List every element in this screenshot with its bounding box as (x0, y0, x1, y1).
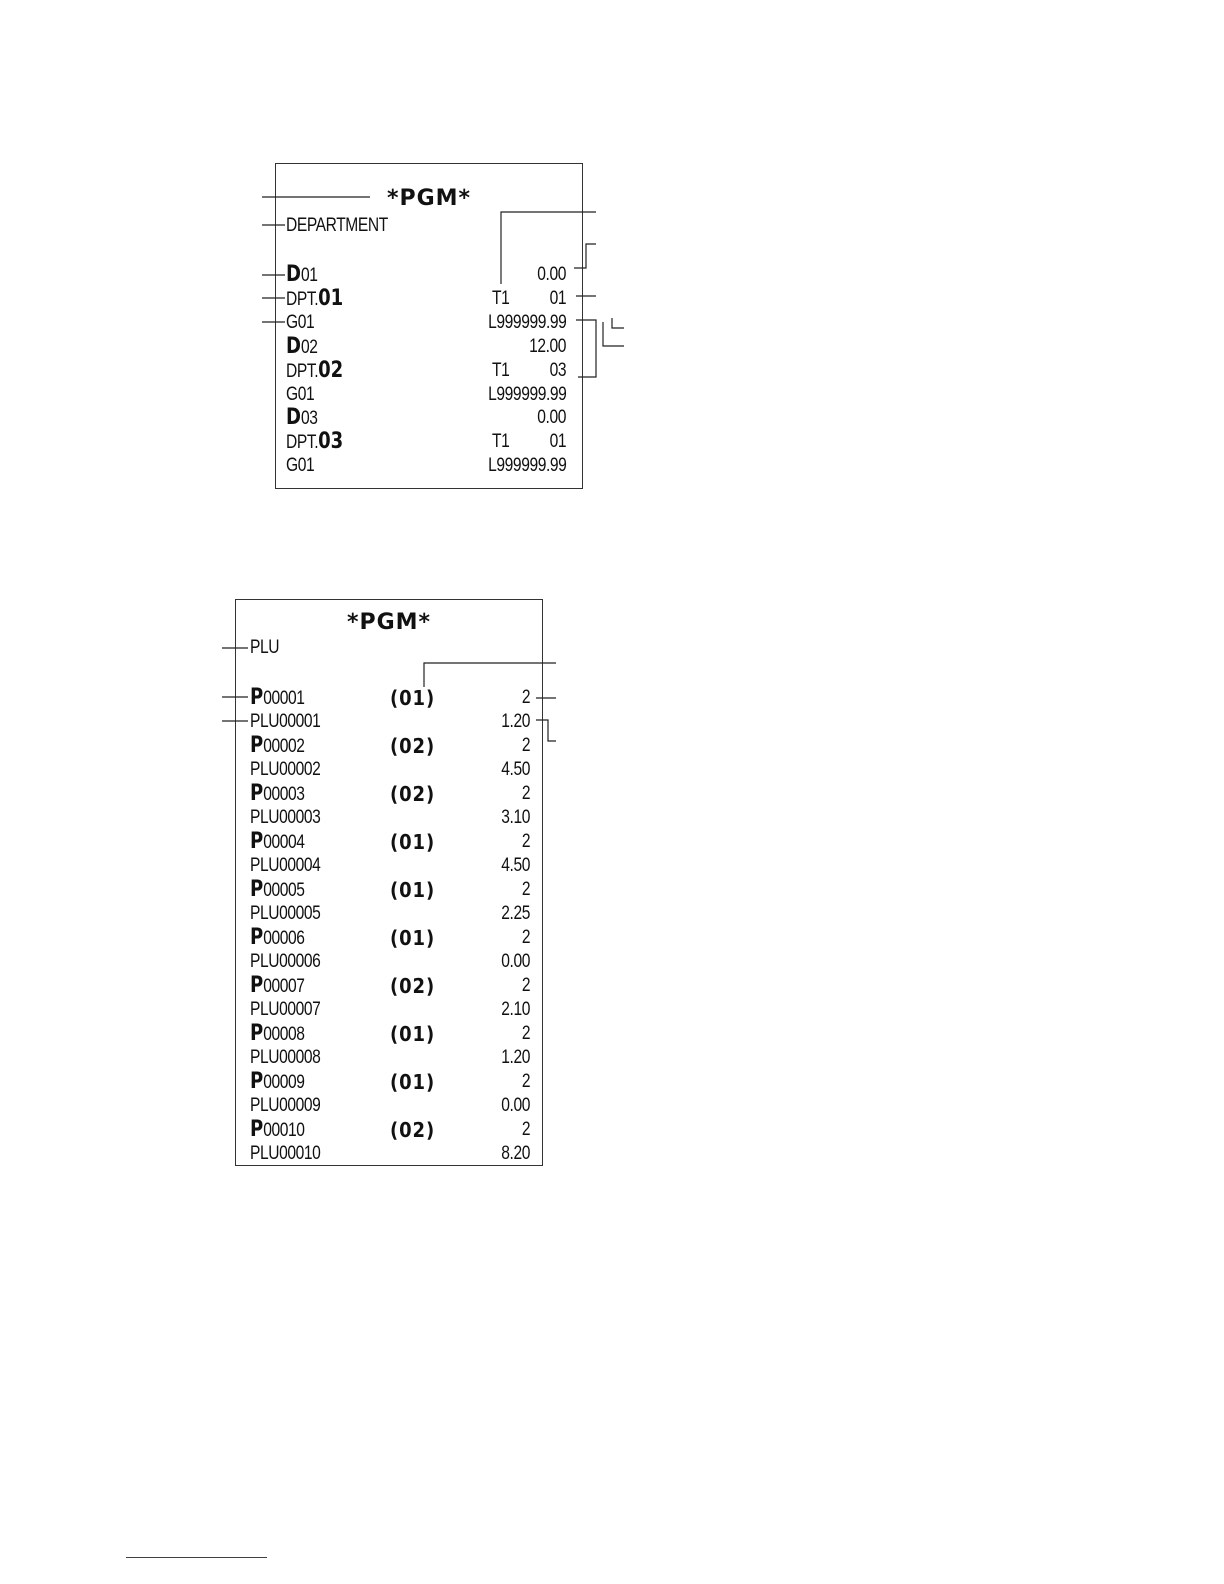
plu-price: 2.25 (501, 903, 530, 924)
plu-code: P00008 (250, 1021, 305, 1046)
plu-department-link: (01) (390, 1022, 436, 1046)
plu-department-link: (01) (390, 878, 436, 902)
plu-quantity: 2 (521, 783, 530, 804)
plu-code: P00003 (250, 781, 305, 806)
plu-code: P00005 (250, 877, 305, 902)
plu-department-link: (02) (390, 734, 436, 758)
dept-group-code: G01 (286, 455, 315, 476)
receipt-header: PLU (250, 637, 280, 658)
plu-code: P00009 (250, 1069, 305, 1094)
plu-program-receipt (235, 599, 543, 1166)
plu-quantity: 2 (521, 687, 530, 708)
leader-line (612, 318, 624, 328)
department-program-receipt (275, 163, 583, 489)
dept-group-number: 01 (549, 288, 566, 309)
dept-tax-status: T1 (492, 431, 510, 452)
plu-price: 2.10 (501, 999, 530, 1020)
plu-price: 0.00 (501, 951, 530, 972)
plu-quantity: 2 (521, 1119, 530, 1140)
plu-name: PLU00003 (250, 807, 321, 828)
plu-department-link: (01) (390, 926, 436, 950)
plu-name: PLU00007 (250, 999, 321, 1020)
plu-price: 1.20 (501, 711, 530, 732)
plu-price: 3.10 (501, 807, 530, 828)
plu-department-link: (01) (390, 830, 436, 854)
dept-code: D02 (286, 334, 318, 359)
dept-group-number: 03 (549, 360, 566, 381)
dept-limit-amount: L999999.99 (487, 312, 566, 333)
dept-limit-amount: L999999.99 (487, 384, 566, 405)
plu-department-link: (01) (390, 686, 436, 710)
plu-name: PLU00001 (250, 711, 321, 732)
dept-code: D01 (286, 262, 318, 287)
plu-price: 8.20 (501, 1143, 530, 1164)
plu-price: 4.50 (501, 759, 530, 780)
plu-department-link: (02) (390, 782, 436, 806)
plu-name: PLU00009 (250, 1095, 321, 1116)
dept-tax-status: T1 (492, 288, 510, 309)
plu-code: P00004 (250, 829, 305, 854)
plu-name: PLU00004 (250, 855, 321, 876)
dept-group-code: G01 (286, 384, 315, 405)
plu-name: PLU00002 (250, 759, 321, 780)
dept-code: D03 (286, 405, 318, 430)
plu-code: P00002 (250, 733, 305, 758)
dept-tax-status: T1 (492, 360, 510, 381)
dept-name: DPT.02 (286, 358, 344, 383)
plu-quantity: 2 (521, 735, 530, 756)
receipt-title: *PGM* (386, 186, 472, 211)
footer-rule (126, 1557, 267, 1558)
plu-price: 1.20 (501, 1047, 530, 1068)
plu-name: PLU00005 (250, 903, 321, 924)
plu-quantity: 2 (521, 1023, 530, 1044)
dept-group-number: 01 (549, 431, 566, 452)
plu-code: P00006 (250, 925, 305, 950)
plu-name: PLU00008 (250, 1047, 321, 1068)
plu-price: 4.50 (501, 855, 530, 876)
dept-name: DPT.01 (286, 286, 344, 311)
plu-quantity: 2 (521, 879, 530, 900)
dept-amount: 12.00 (529, 336, 566, 357)
dept-name: DPT.03 (286, 429, 344, 454)
plu-code: P00010 (250, 1117, 305, 1142)
plu-department-link: (01) (390, 1070, 436, 1094)
plu-quantity: 2 (521, 975, 530, 996)
plu-name: PLU00010 (250, 1143, 321, 1164)
receipt-header: DEPARTMENT (286, 215, 388, 236)
plu-code: P00007 (250, 973, 305, 998)
plu-quantity: 2 (521, 1071, 530, 1092)
plu-department-link: (02) (390, 974, 436, 998)
plu-price: 0.00 (501, 1095, 530, 1116)
dept-limit-amount: L999999.99 (487, 455, 566, 476)
plu-quantity: 2 (521, 927, 530, 948)
receipt-title: *PGM* (346, 610, 432, 635)
plu-quantity: 2 (521, 831, 530, 852)
dept-amount: 0.00 (537, 264, 566, 285)
dept-amount: 0.00 (537, 407, 566, 428)
leader-line (603, 322, 624, 346)
plu-name: PLU00006 (250, 951, 321, 972)
dept-group-code: G01 (286, 312, 315, 333)
plu-department-link: (02) (390, 1118, 436, 1142)
plu-code: P00001 (250, 685, 305, 710)
